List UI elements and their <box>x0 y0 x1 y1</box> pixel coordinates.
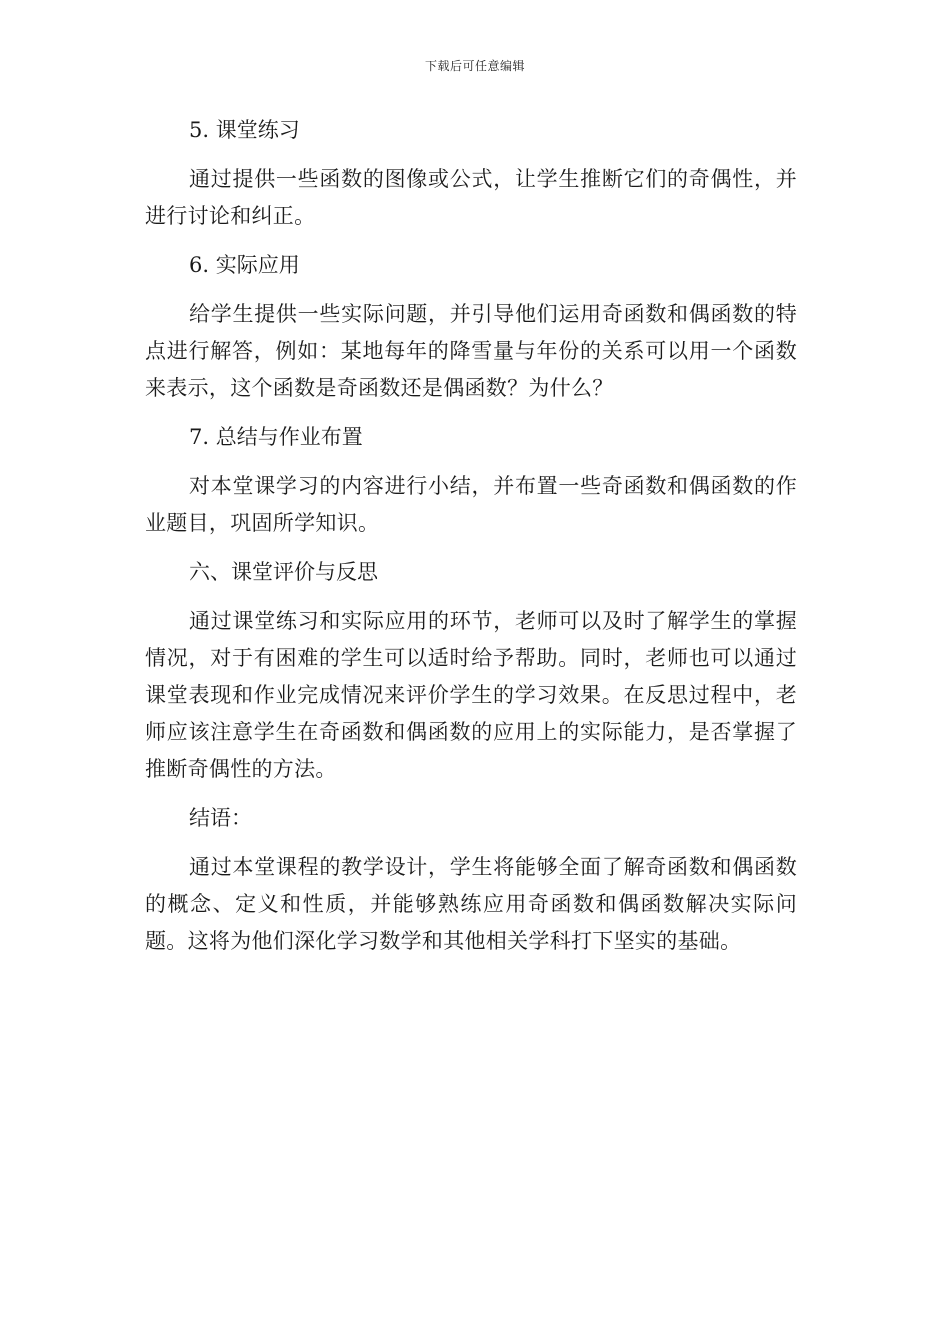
section-heading-conclusion: 结语： <box>189 806 252 830</box>
paragraph-practice: 通过提供一些函数的图像或公式，让学生推断它们的奇偶性，并进行讨论和纠正。 <box>145 167 797 228</box>
section-heading-practice: 5. 课堂练习 <box>189 118 300 142</box>
paragraph-application: 给学生提供一些实际问题，并引导他们运用奇函数和偶函数的特点进行解答，例如：某地每年的降雪量与年份的关系可以用一个函数来表示，这个函数是奇函数还是偶函数？为什么？ <box>145 302 797 400</box>
document-body <box>145 112 797 972</box>
section-heading-summary-homework: 7. 总结与作业布置 <box>189 425 363 449</box>
paragraph-evaluation: 通过课堂练习和实际应用的环节，老师可以及时了解学生的掌握情况，对于有困难的学生可以适时给予帮助。同时，老师也可以通过课堂表现和作业完成情况来评价学生的学习效果。在反思过程中，老师应该注意学生在奇函数和偶函数的应用上的实际能力，是否掌握了推断奇偶性的方法。 <box>145 609 797 781</box>
paragraph-conclusion: 通过本堂课程的教学设计，学生将能够全面了解奇函数和偶函数的概念、定义和性质，并能够熟练应用奇函数和偶函数解决实际问题。这将为他们深化学习数学和其他相关学科打下坚实的基础。 <box>145 855 797 953</box>
page-header: 下载后可任意编辑 <box>424 59 525 73</box>
section-heading-evaluation: 六、课堂评价与反思 <box>189 560 378 584</box>
section-heading-application: 6. 实际应用 <box>189 253 300 277</box>
paragraph-summary-homework: 对本堂课学习的内容进行小结，并布置一些奇函数和偶函数的作业题目，巩固所学知识。 <box>145 474 797 535</box>
